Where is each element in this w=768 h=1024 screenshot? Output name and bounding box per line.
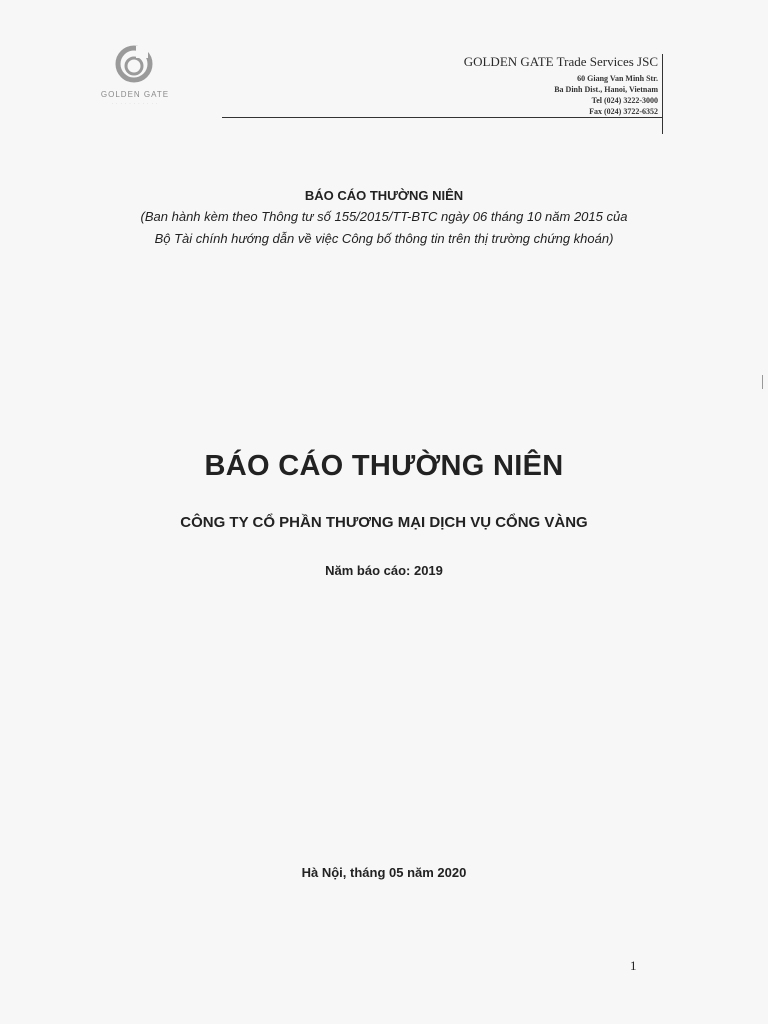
caption-note-line-1: (Ban hành kèm theo Thông tư số 155/2015/TT-BTC ngày 06 tháng 10 năm 2015 của <box>140 209 628 224</box>
logo-subtext: · · · · · · · · · · · <box>111 101 159 106</box>
golden-gate-logo-icon <box>112 44 158 86</box>
scan-edge-mark <box>762 375 763 389</box>
cover-title: BÁO CÁO THƯỜNG NIÊN <box>204 450 564 482</box>
fax-number: Fax (024) 3722-6352 <box>589 107 658 116</box>
address-line-2: Ba Dinh Dist., Hanoi, Vietnam <box>554 85 658 94</box>
caption-title: BÁO CÁO THƯỜNG NIÊN <box>304 188 464 203</box>
caption-note-line-2: Bộ Tài chính hướng dẫn về việc Công bố thông tin trên thị trường chứng khoán) <box>154 231 614 246</box>
company-name: GOLDEN GATE Trade Services JSC <box>463 54 658 69</box>
place-and-date: Hà Nội, tháng 05 năm 2020 <box>301 865 467 880</box>
report-year: Năm báo cáo: 2019 <box>325 563 443 578</box>
cover-company-name: CÔNG TY CỔ PHẦN THƯƠNG MẠI DỊCH VỤ CỔNG VÀNG <box>180 514 588 531</box>
letterhead-horizontal-rule <box>222 117 663 118</box>
form-caption <box>0 188 768 250</box>
logo-text: GOLDEN GATE <box>100 90 170 99</box>
company-logo <box>100 44 170 114</box>
letterhead-address <box>464 54 658 117</box>
letterhead-vertical-rule <box>662 54 663 134</box>
phone-number: Tel (024) 3222-3000 <box>591 96 658 105</box>
page-number: 1 <box>630 958 637 973</box>
address-line-1: 60 Giang Van Minh Str. <box>577 74 658 83</box>
